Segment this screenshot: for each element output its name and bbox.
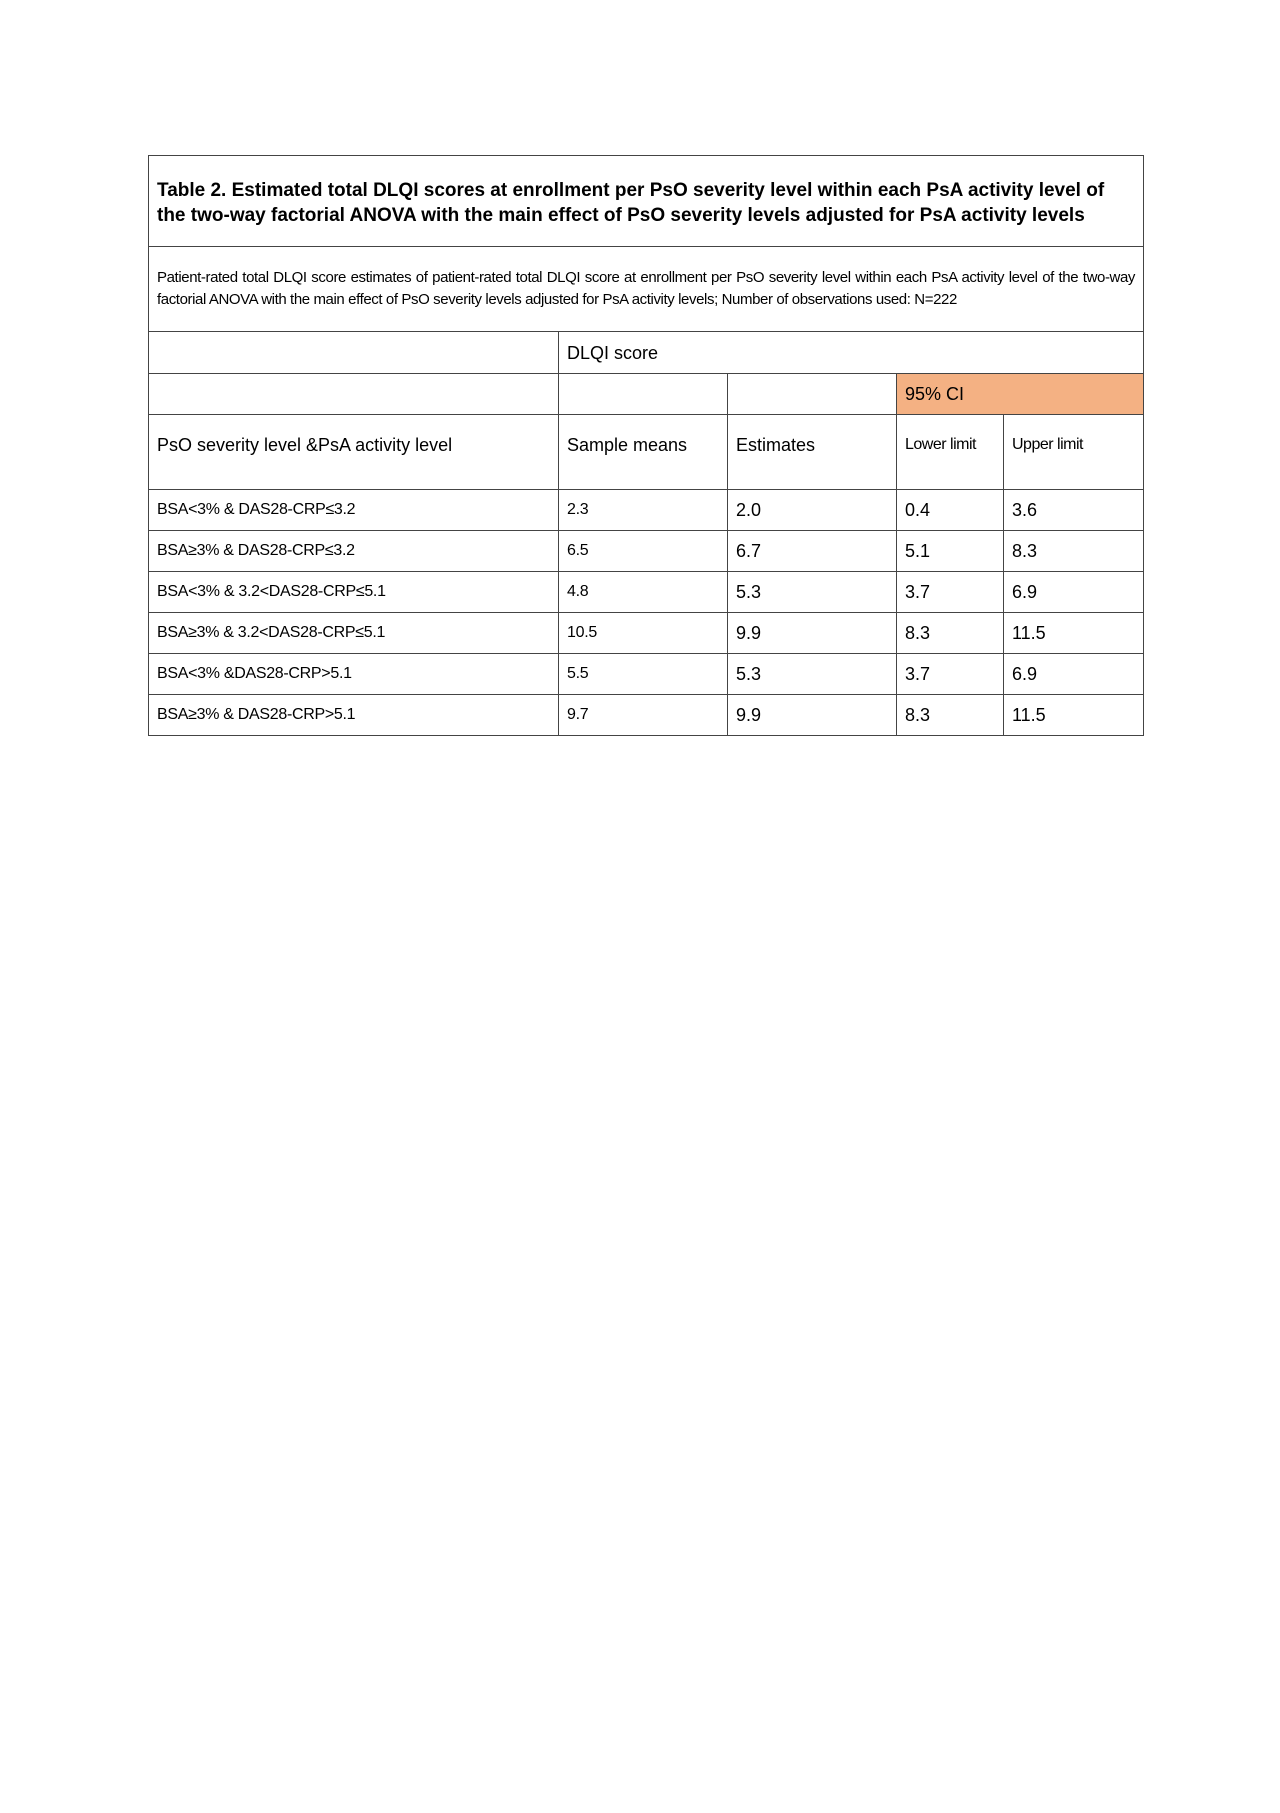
ci-header-row <box>149 374 1144 415</box>
level-cell: BSA<3% & 3.2<DAS28-CRP≤5.1 <box>149 572 559 613</box>
upper-limit-cell: 8.3 <box>1004 531 1144 572</box>
results-table-container <box>148 155 1143 736</box>
upper-limit-cell: 6.9 <box>1004 572 1144 613</box>
empty-cell <box>559 374 728 415</box>
estimate-cell: 9.9 <box>728 695 897 736</box>
estimate-cell: 5.3 <box>728 572 897 613</box>
estimate-cell: 5.3 <box>728 654 897 695</box>
sample-mean-cell: 10.5 <box>559 613 728 654</box>
dlqi-score-header: DLQI score <box>559 332 1144 374</box>
level-cell: BSA≥3% & DAS28-CRP≤3.2 <box>149 531 559 572</box>
upper-limit-cell: 6.9 <box>1004 654 1144 695</box>
empty-cell <box>728 374 897 415</box>
estimate-cell: 2.0 <box>728 490 897 531</box>
upper-limit-cell: 3.6 <box>1004 490 1144 531</box>
lower-limit-cell: 3.7 <box>897 654 1004 695</box>
table-row <box>149 654 1144 695</box>
empty-cell <box>149 332 559 374</box>
lower-limit-cell: 5.1 <box>897 531 1004 572</box>
level-column-header: PsO severity level &PsA activity level <box>149 415 559 490</box>
ci-header: 95% CI <box>897 374 1144 415</box>
table-row <box>149 490 1144 531</box>
title-row <box>149 156 1144 247</box>
sample-mean-cell: 9.7 <box>559 695 728 736</box>
level-cell: BSA<3% & DAS28-CRP≤3.2 <box>149 490 559 531</box>
table-title: Table 2. Estimated total DLQI scores at enrollment per PsO severity level within each PsA activity level of the two-way factorial ANOVA with the main effect of PsO severity levels adjusted for PsA activity levels <box>149 156 1144 247</box>
sample-mean-cell: 4.8 <box>559 572 728 613</box>
column-header-row <box>149 415 1144 490</box>
level-cell: BSA≥3% & DAS28-CRP>5.1 <box>149 695 559 736</box>
lower-limit-cell: 3.7 <box>897 572 1004 613</box>
sample-means-column-header: Sample means <box>559 415 728 490</box>
group-header-row <box>149 332 1144 374</box>
results-table <box>148 155 1144 736</box>
upper-limit-cell: 11.5 <box>1004 695 1144 736</box>
level-cell: BSA<3% &DAS28-CRP>5.1 <box>149 654 559 695</box>
description-row <box>149 247 1144 332</box>
table-row <box>149 531 1144 572</box>
table-row <box>149 695 1144 736</box>
estimate-cell: 6.7 <box>728 531 897 572</box>
sample-mean-cell: 6.5 <box>559 531 728 572</box>
table-description: Patient-rated total DLQI score estimates of patient-rated total DLQI score at enrollment per PsO severity level within each PsA activity level of the two-way factorial ANOVA with the main effect of PsO severity levels adjusted for PsA activity levels; Number of observations used: N=222 <box>149 247 1144 332</box>
empty-cell <box>149 374 559 415</box>
estimate-cell: 9.9 <box>728 613 897 654</box>
lower-limit-cell: 0.4 <box>897 490 1004 531</box>
table-row <box>149 572 1144 613</box>
estimates-column-header: Estimates <box>728 415 897 490</box>
sample-mean-cell: 2.3 <box>559 490 728 531</box>
upper-limit-cell: 11.5 <box>1004 613 1144 654</box>
level-cell: BSA≥3% & 3.2<DAS28-CRP≤5.1 <box>149 613 559 654</box>
table-row <box>149 613 1144 654</box>
lower-limit-cell: 8.3 <box>897 695 1004 736</box>
lower-limit-cell: 8.3 <box>897 613 1004 654</box>
lower-limit-column-header: Lower limit <box>897 415 1004 490</box>
upper-limit-column-header: Upper limit <box>1004 415 1144 490</box>
sample-mean-cell: 5.5 <box>559 654 728 695</box>
